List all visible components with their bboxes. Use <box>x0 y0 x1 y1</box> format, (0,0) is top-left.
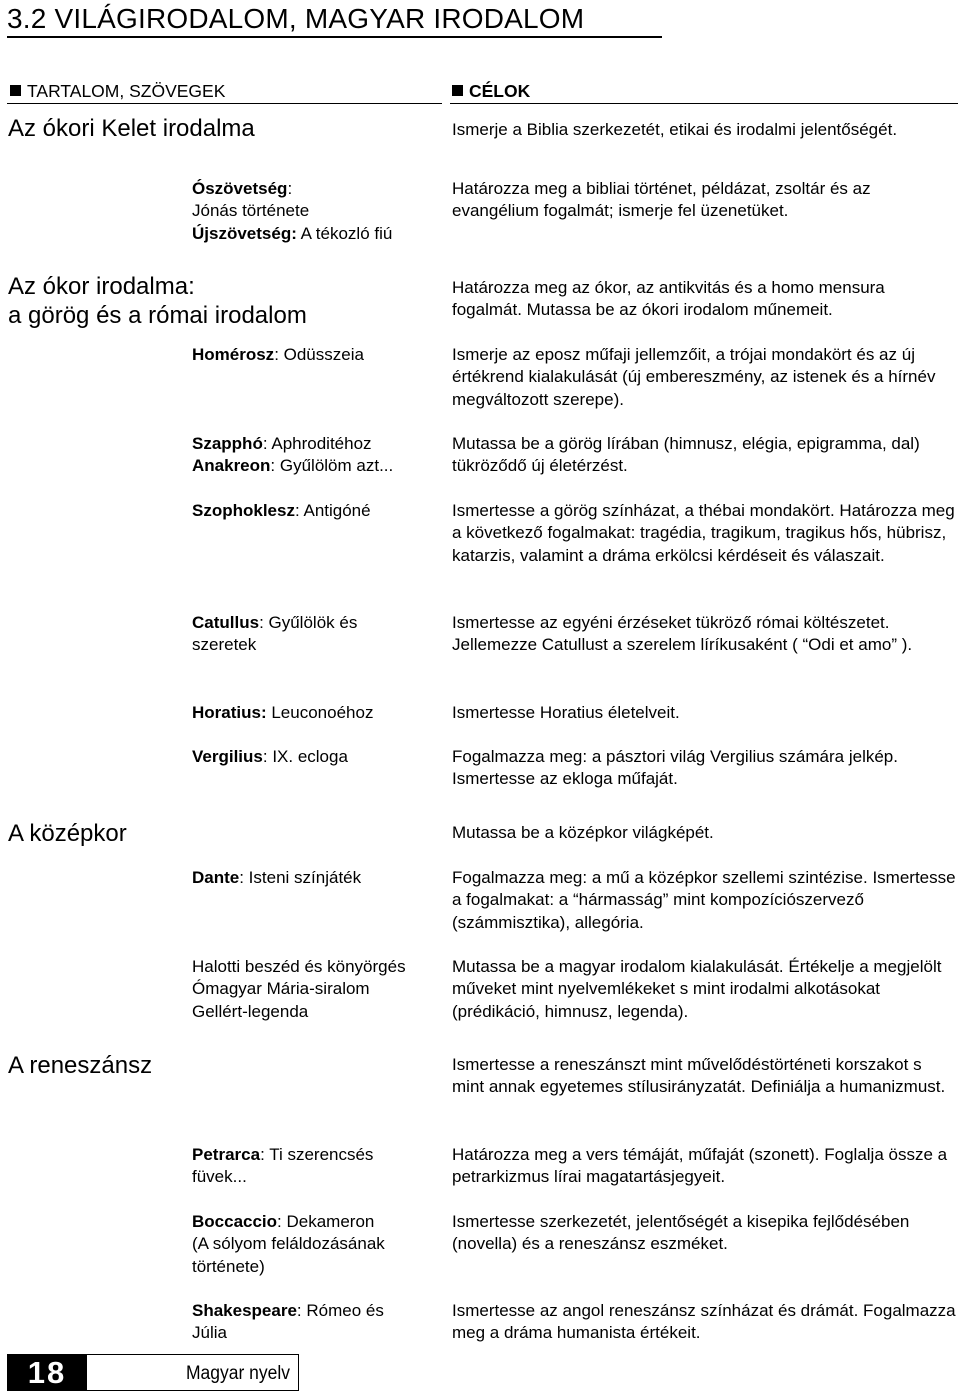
work-horace: Horatius: Leuconoéhoz <box>192 703 374 722</box>
work-petrarca: Petrarca: Ti szerencsés füvek... <box>192 1145 374 1187</box>
footer-subject-label: Magyar nyelv <box>186 1363 290 1384</box>
square-bullet-icon <box>452 85 463 96</box>
work-catullus: Catullus: Gyűlölök és szeretek <box>192 613 358 655</box>
work-boccaccio: Boccaccio: Dekameron (A sólyom feláldozásának története) <box>192 1212 385 1276</box>
author-name: Catullus <box>192 613 260 632</box>
work-entry: Gellért-legenda <box>192 1001 309 1021</box>
goal-paragraph: Határozza meg a bibliai történet, példázat, zsoltár és az evangélium fogalmát; ismerje fel üzenetüket. <box>452 179 871 221</box>
work-entry: Jónás története <box>192 201 310 221</box>
square-bullet-icon <box>10 85 21 96</box>
works-hungarian <box>192 956 452 1023</box>
work-entry: Újszövetség: A tékozló fiú <box>192 223 393 243</box>
goal-paragraph: Fogalmazza meg: a mű a középkor szellemi szintézise. Ismertesse a fogalmakat: a “hármasság” mint kompozíciószervező (számmisztika), allegória. <box>452 868 956 932</box>
author-name: Shakespeare <box>192 1301 297 1320</box>
work-entry: Anakreon: Gyűlölöm azt... <box>192 456 394 476</box>
goal-paragraph: Mutassa be a magyar irodalom kialakulását. Értékelje a megjelölt műveket mint nyelvemlékeket s mint irodalmi alkotásokat (prédikáció, himnusz, legenda). <box>452 957 942 1021</box>
page-title: 3.2 VILÁGIRODALOM, MAGYAR IRODALOM <box>7 3 585 34</box>
page-number: 18 <box>7 1354 87 1391</box>
goal-paragraph: Fogalmazza meg: a pásztori világ Vergilius számára jelkép. Ismertesse az ekloga műfaját. <box>452 747 898 789</box>
work-title: Ószövetség <box>192 179 288 198</box>
section-header-goals <box>452 81 530 101</box>
author-name: Dante <box>192 868 240 887</box>
heading-line: Az ókor irodalma: <box>8 273 195 300</box>
work-dante: Dante: Isteni színjáték <box>192 868 362 887</box>
heading-line: a görög és a római irodalom <box>8 302 307 329</box>
goal-paragraph: Ismertesse a görög színházat, a thébai mondakört. Határozza meg a következő fogalmakat: tragédia, tragikum, tragikus hős, hübrisz, katarzis, valamint a dráma erkölcsi kérdéseit és válaszait. <box>452 501 955 565</box>
heading-middle-ages: A középkor <box>8 820 127 847</box>
section-label: TARTALOM, SZÖVEGEK <box>27 81 226 101</box>
work-entry: Ószövetség: <box>192 179 293 198</box>
work-entry: Szapphó: Aphroditéhoz <box>192 434 372 453</box>
goal-paragraph: Ismertesse az egyéni érzéseket tükröző római költészetet. Jellemezze Catullust a szerelem líríkusaként ( “Odi et amo” ). <box>452 613 913 655</box>
goal-paragraph: Ismertesse a reneszánszt mint művelődéstörténeti korszakot s mint annak egyetemes stílusirányzatát. Definiálja a humanizmust. <box>452 1055 946 1097</box>
author-name: Vergilius <box>192 747 263 766</box>
section-header-content <box>10 81 225 101</box>
works-bible <box>192 178 442 245</box>
title-divider <box>7 36 662 38</box>
work-virgil: Vergilius: IX. ecloga <box>192 747 348 766</box>
author-name: Szapphó <box>192 434 263 453</box>
goal-paragraph: Ismertesse Horatius életelveit. <box>452 703 680 722</box>
goal-paragraph: Mutassa be a középkor világképét. <box>452 823 714 842</box>
author-name: Boccaccio <box>192 1212 278 1231</box>
heading-ancient-east: Az ókori Kelet irodalma <box>8 115 255 142</box>
goal-paragraph: Határozza meg a vers témáját, műfaját (szonett). Foglalja össze a petrarkizmus lírai magatartásjegyeit. <box>452 1145 948 1187</box>
work-homer: Homérosz: Odüsszeia <box>192 345 364 364</box>
section-divider <box>7 103 442 104</box>
section-label: CÉLOK <box>469 81 531 101</box>
author-name: Anakreon <box>192 456 271 476</box>
work-shakespeare: Shakespeare: Rómeo és Júlia <box>192 1301 384 1343</box>
goal-paragraph: Ismerje a Biblia szerkezetét, etikai és irodalmi jelentőségét. <box>452 120 898 139</box>
work-entry: Ómagyar Mária-siralom <box>192 979 370 999</box>
works-lyric <box>192 433 442 478</box>
goal-paragraph: Határozza meg az ókor, az antikvitás és a homo mensura fogalmát. Mutassa be az ókori irodalom műnemeit. <box>452 278 885 320</box>
goal-paragraph: Ismertesse az angol reneszánsz színházat és drámát. Fogalmazza meg a dráma humanista értékeit. <box>452 1301 956 1343</box>
work-sophocles: Szophoklesz: Antigóné <box>192 501 371 520</box>
section-divider <box>450 103 958 104</box>
author-name: Petrarca <box>192 1145 261 1164</box>
author-name: Homérosz <box>192 345 275 364</box>
goal-paragraph: Ismertesse szerkezetét, jelentőségét a kisepika fejlődésében (novella) és a reneszánsz eszméket. <box>452 1212 910 1254</box>
heading-antiquity <box>8 272 307 330</box>
goal-paragraph: Mutassa be a görög lírában (himnusz, elégia, epigramma, dal) tükröződő új életérzést. <box>452 434 920 476</box>
author-name: Szophoklesz <box>192 501 295 520</box>
author-name: Horatius: <box>192 703 267 722</box>
goal-paragraph: Ismerje az eposz műfaji jellemzőit, a trójai mondakört és az új értékrend kialakulását (új embereszmény, az istenek és a hírnév megváltozott szerepe). <box>452 345 936 409</box>
work-title: Újszövetség: <box>192 223 297 243</box>
heading-renaissance: A reneszánsz <box>8 1052 153 1079</box>
work-entry: Halotti beszéd és könyörgés <box>192 957 406 976</box>
